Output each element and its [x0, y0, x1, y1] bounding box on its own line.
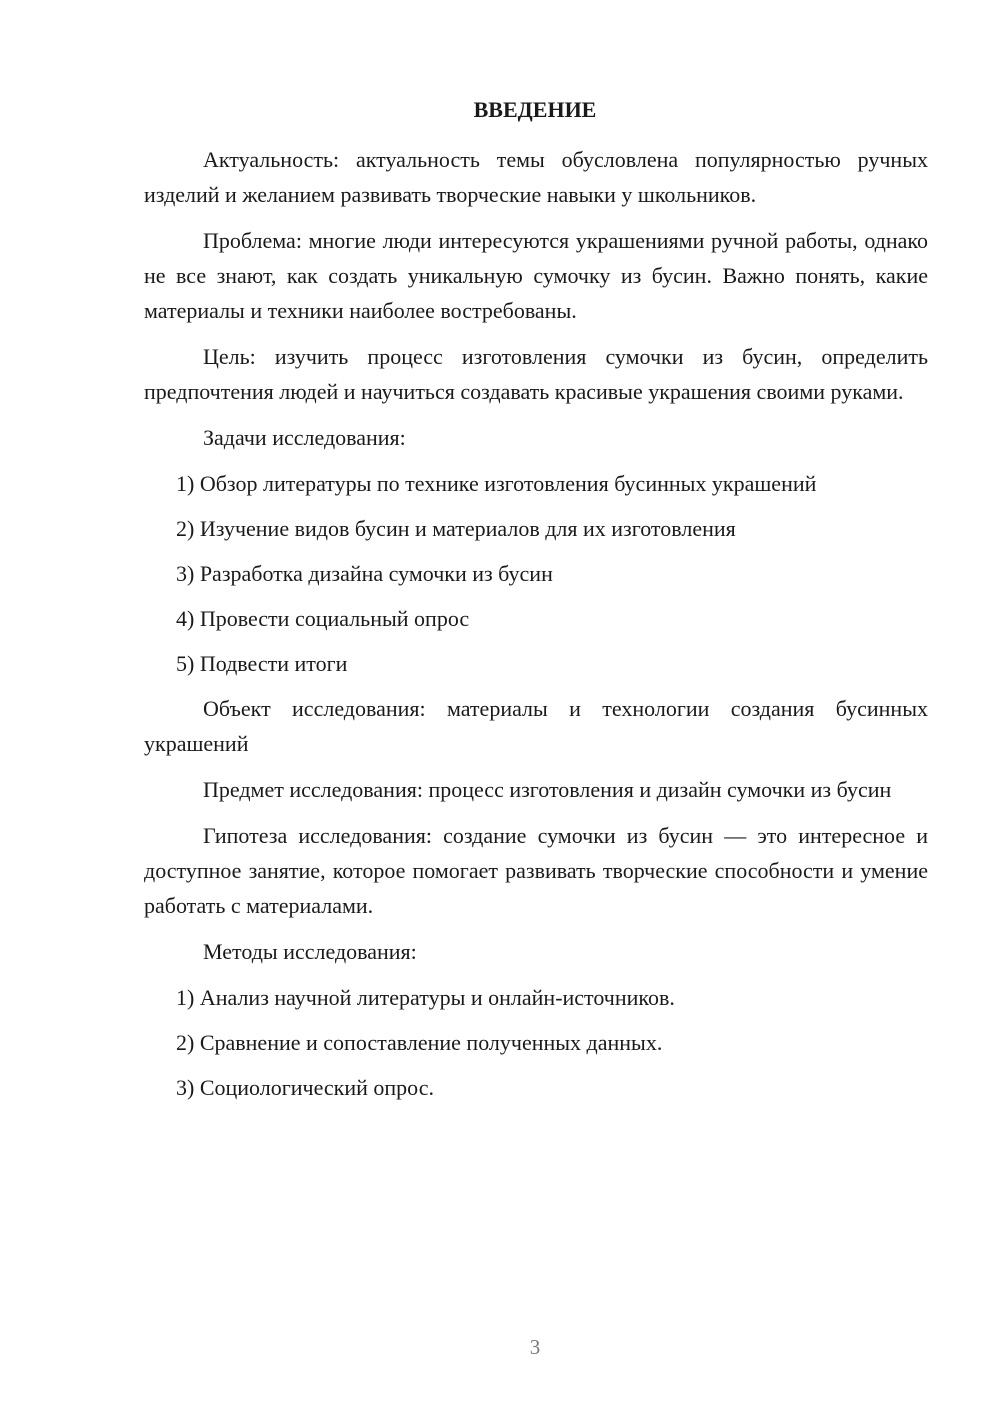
task-item: 2) Изучение видов бусин и материалов для их изготовления [176, 516, 736, 541]
object-paragraph: Объект исследования: материалы и технологии создания бусинных украшений [144, 696, 928, 756]
subject-paragraph: Предмет исследования: процесс изготовления и дизайн сумочки из бусин [203, 777, 892, 802]
methods-list [144, 980, 928, 1105]
problem-paragraph: Проблема: многие люди интересуются украшениями ручной работы, однако не все знают, как создать уникальную сумочку из бусин. Важно понять, какие материалы и техники наиболее востребованы. [144, 228, 928, 323]
method-item: 2) Сравнение и сопоставление полученных данных. [176, 1030, 663, 1055]
page-number: 3 [529, 1335, 541, 1359]
task-item: 3) Разработка дизайна сумочки из бусин [176, 561, 553, 586]
tasks-heading: Задачи исследования: [203, 425, 406, 450]
document-body [144, 142, 928, 1115]
goal-paragraph: Цель: изучить процесс изготовления сумочки из бусин, определить предпочтения людей и научиться создавать красивые украшения своими руками. [144, 344, 928, 404]
task-item: 4) Провести социальный опрос [176, 606, 470, 631]
method-item: 3) Социологический опрос. [176, 1075, 434, 1100]
methods-heading: Методы исследования: [203, 939, 417, 964]
task-item: 5) Подвести итоги [176, 651, 348, 676]
method-item: 1) Анализ научной литературы и онлайн-источников. [176, 985, 675, 1010]
tasks-list [144, 466, 928, 681]
hypothesis-paragraph: Гипотеза исследования: создание сумочки из бусин — это интересное и доступное занятие, которое помогает развивать творческие способности и умение работать с материалами. [144, 823, 928, 918]
section-title: ВВЕДЕНИЕ [473, 97, 597, 122]
task-item: 1) Обзор литературы по технике изготовления бусинных украшений [176, 471, 817, 496]
relevance-paragraph: Актуальность: актуальность темы обусловлена популярностью ручных изделий и желанием развивать творческие навыки у школьников. [144, 147, 928, 207]
